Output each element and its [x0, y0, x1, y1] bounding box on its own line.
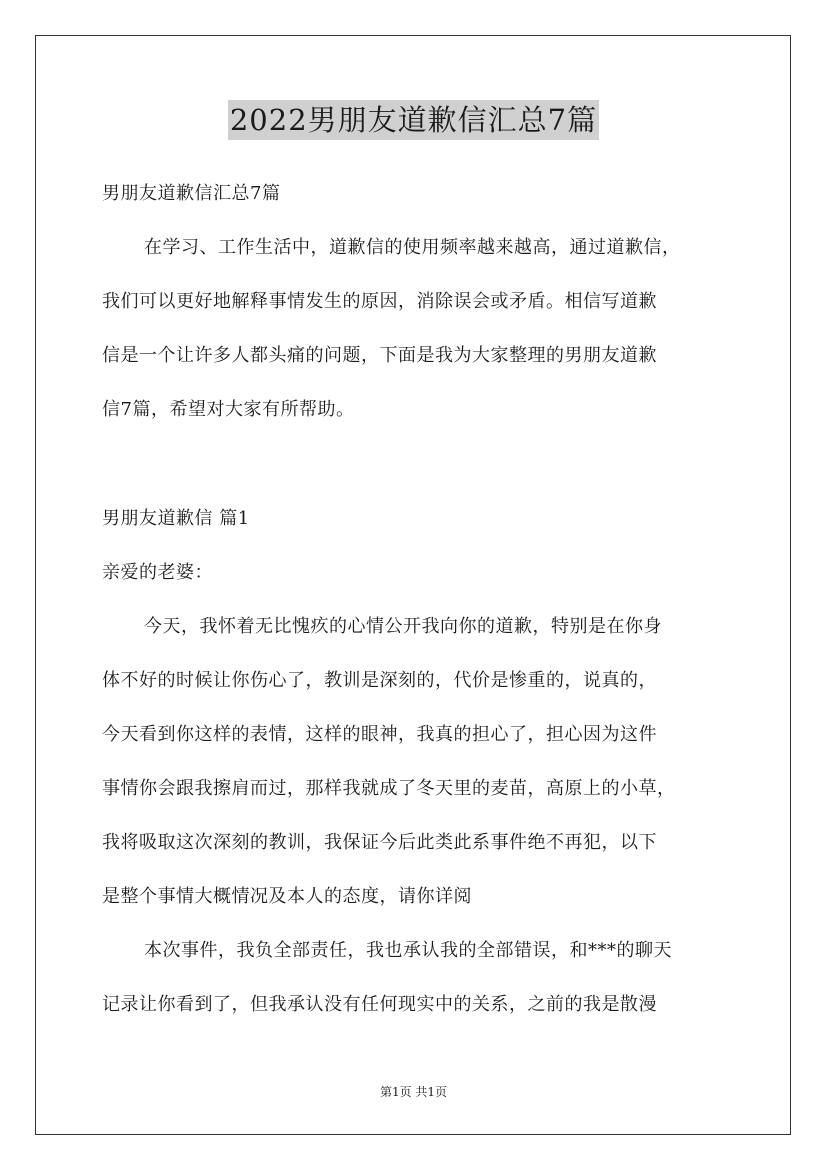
intro-line: 在学习、工作生活中，道歉信的使用频率越来越高，通过道歉信，: [144, 237, 681, 258]
page-number: 第1页 共1页: [379, 1085, 448, 1099]
document-title: 2022男朋友道歉信汇总7篇: [228, 100, 599, 140]
document-subtitle: 男朋友道歉信汇总7篇: [102, 183, 281, 204]
section-heading: 男朋友道歉信 篇1: [102, 508, 250, 529]
salutation: 亲爱的老婆：: [102, 562, 213, 583]
paragraph-line: 记录让你看到了，但我承认没有任何现实中的关系，之前的我是散漫: [102, 994, 657, 1015]
paragraph-line: 我将吸取这次深刻的教训，我保证今后此类此系事件绝不再犯，以下: [102, 832, 657, 853]
title-container: [0, 100, 827, 140]
intro-line: 信7篇，希望对大家有所帮助。: [102, 399, 355, 420]
intro-line: 我们可以更好地解释事情发生的原因，消除误会或矛盾。相信写道歉: [102, 291, 657, 312]
paragraph-line: 体不好的时候让你伤心了，教训是深刻的，代价是惨重的，说真的，: [102, 670, 657, 691]
intro-line: 信是一个让许多人都头痛的问题，下面是我为大家整理的男朋友道歉: [102, 345, 657, 366]
paragraph-line: 今天，我怀着无比愧疚的心情公开我向你的道歉，特别是在你身: [144, 616, 662, 637]
paragraph-line: 本次事件，我负全部责任，我也承认我的全部错误，和***的聊天: [144, 940, 672, 961]
paragraph-line: 事情你会跟我擦肩而过，那样我就成了冬天里的麦苗，高原上的小草，: [102, 778, 676, 799]
paragraph-line: 是整个事情大概情况及本人的态度，请你详阅: [102, 886, 472, 907]
paragraph-line: 今天看到你这样的表情，这样的眼神，我真的担心了，担心因为这件: [102, 724, 657, 745]
